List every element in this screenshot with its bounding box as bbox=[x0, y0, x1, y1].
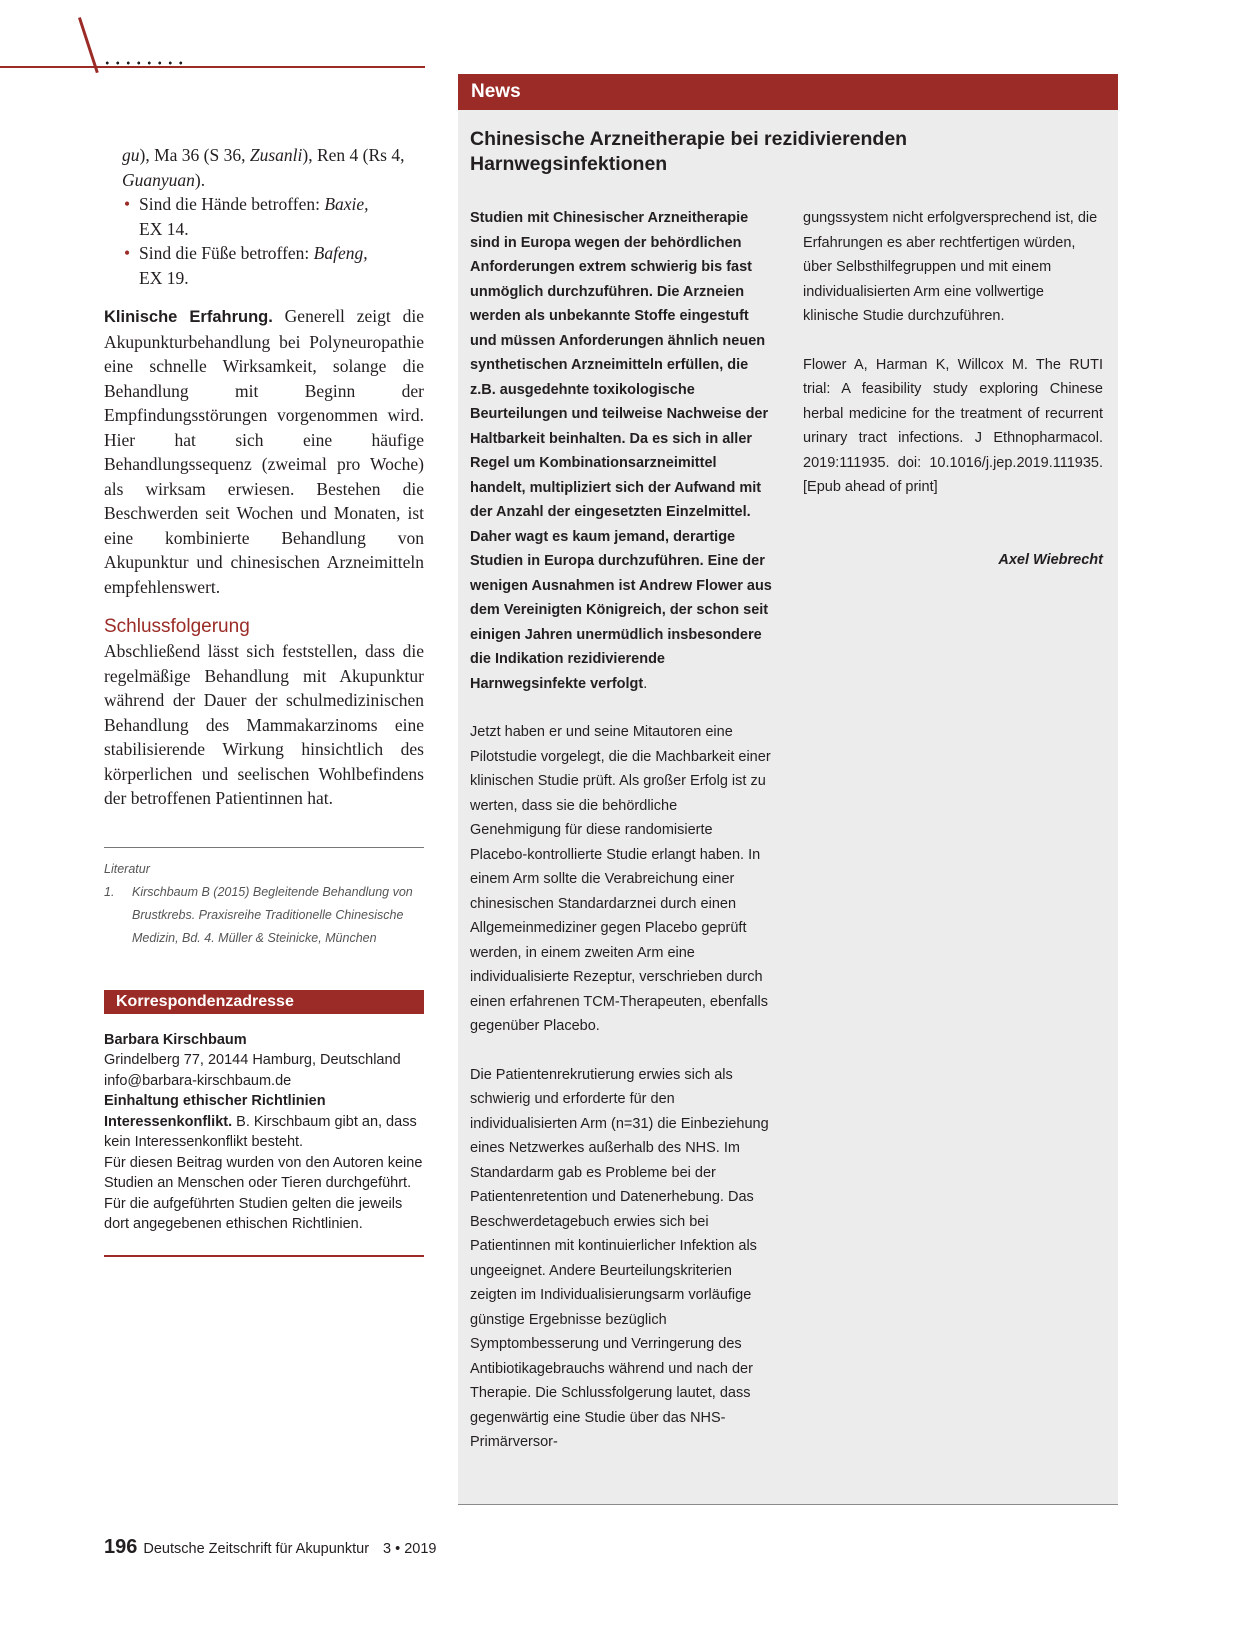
clinical-experience-label: Klinische Erfahrung. bbox=[104, 308, 273, 326]
news-paragraph-4: gungssystem nicht erfolgversprechend ist, die Erfahrungen es aber rechtfertigen würden, über Selbsthilfegruppen und mit einem individualisierten Arm eine vollwertige klinische Studie durchzuführen. bbox=[803, 210, 1098, 324]
news-intro-end: . bbox=[643, 675, 648, 692]
literature-item bbox=[104, 881, 424, 950]
point-name: Zusanli bbox=[249, 145, 303, 165]
conflict-label: Interessenkonflikt. bbox=[104, 1113, 233, 1130]
bullet-point-code: EX 19. bbox=[139, 267, 189, 288]
news-column-1 bbox=[470, 206, 772, 1455]
issue-label: 3 • 2019 bbox=[383, 1541, 437, 1557]
bullet-item-feet bbox=[104, 241, 424, 290]
page-footer bbox=[104, 1536, 437, 1559]
clinical-experience-text: Generell zeigt die Akupunkturbehandlung bei Polyneuropathie eine schnelle Wirksamkeit, solange die Behandlung mit Beginn der Empfindungsstörungen vorgenommen wird. Hier hat sich eine häufige Behandlungssequenz (zweimal pro Woche) als wirksam erwiesen. Bestehen die Beschwerden seit Wochen und Monaten, ist eine kombinierte Behandlung von Akupunktur und chinesischen Arzneimitteln empfehlenswert. bbox=[104, 306, 424, 597]
conclusion-heading: Schlussfolgerung bbox=[104, 616, 250, 637]
news-title: Chinesische Arzneitherapie bei rezidivierenden Harnwegsinfektionen bbox=[470, 128, 908, 175]
correspondence-block bbox=[104, 1030, 424, 1235]
bullet-point-name: Bafeng, bbox=[313, 243, 368, 263]
news-paragraph-2: Jetzt haben er und seine Mitautoren eine Pilotstudie vorgelegt, die die Machbarkeit einer klinischen Studie prüft. Als großer Erfolg ist zu werten, dass sie die behördliche Genehmigung für diese randomisierte Placebo-kontrollierte Studie erlangt haben. In einem Arm sollte die Verabreichung einer chinesischen Standardarznei durch einen Allgemeinmediziner gegen Placebo geprüft werden, in einem zweiten Arm eine individualisierte Rezeptur, verschrieben durch einen erfahrenen TCM-Therapeuten, ebenfalls gegenüber Placebo. bbox=[470, 724, 771, 1034]
news-heading-bar: News bbox=[458, 74, 1118, 110]
author-email: info@barbara-kirschbaum.de bbox=[104, 1072, 292, 1089]
correspondence-heading-bar: Korrespondenzadresse bbox=[104, 990, 424, 1014]
ethics-text: Für diesen Beitrag wurden von den Autoren keine Studien an Menschen oder Tieren durchgeführt. Für die aufgeführten Studien gelten die jeweils dort angegebenen ethischen Richtlinien. bbox=[104, 1154, 423, 1232]
news-column-2 bbox=[803, 206, 1103, 572]
point-list-continuation bbox=[104, 143, 424, 192]
author-name: Barbara Kirschbaum bbox=[104, 1031, 247, 1048]
point-text: ), Ren 4 (Rs 4, bbox=[302, 145, 405, 165]
header-rule bbox=[0, 66, 425, 68]
bullet-text: Sind die Hände betroffen: bbox=[139, 194, 325, 214]
bullet-text: Sind die Füße betroffen: bbox=[139, 243, 314, 263]
bullet-dot-icon: • bbox=[124, 243, 131, 263]
conclusion-text: Abschließend lässt sich feststellen, dass die regelmäßige Behandlung mit Akupunktur während der Dauer der schulmedizinischen Behandlung des Mammakarzinoms eine stabilisierende Wirkung hinsichtlich des körperlichen und seelischen Wohlbefindens der betroffenen Patientinnen hat. bbox=[104, 641, 424, 808]
literature-divider bbox=[104, 847, 424, 848]
point-name: Guanyuan bbox=[122, 169, 195, 190]
literature-number: 1. bbox=[104, 884, 115, 899]
news-intro bbox=[470, 206, 772, 696]
clinical-experience-paragraph bbox=[104, 304, 424, 599]
news-author: Axel Wiebrecht bbox=[998, 551, 1103, 568]
journal-name: Deutsche Zeitschrift für Akupunktur bbox=[143, 1541, 370, 1557]
literature-title: Literatur bbox=[104, 861, 150, 876]
literature-reference: Kirschbaum B (2015) Begleitende Behandlung von Brustkrebs. Praxisreihe Traditionelle Chinesische Medizin, Bd. 4. Müller & Steinicke, München bbox=[132, 884, 413, 945]
bullet-point-code: EX 14. bbox=[139, 218, 189, 239]
point-text: ), Ma 36 (S 36, bbox=[139, 145, 250, 165]
bullet-point-name: Baxie, bbox=[324, 194, 369, 214]
news-box bbox=[458, 74, 1118, 1505]
correspondence-bottom-rule bbox=[104, 1255, 424, 1257]
conflict-text: B. Kirschbaum gibt an, dass kein Interessenkonflikt besteht. bbox=[104, 1113, 417, 1150]
header-slash-ornament bbox=[78, 17, 99, 73]
page-number: 196 bbox=[104, 1536, 138, 1558]
news-intro-text: Studien mit Chinesischer Arzneitherapie sind in Europa wegen der behördlichen Anforderungen extrem schwierig bis fast unmöglich durchzuführen. Die Arzneien werden als unbekannte Stoffe eingestuft und müssen Anforderungen ähnlich neuen synthetischen Arzneimitteln erfüllen, die z.B. ausgedehnte toxikologische Beurteilungen und teilweise Nachweise der Haltbarkeit beinhalten. Da es sich in aller Regel um Kombinationsarzneimittel handelt, multipliziert sich der Aufwand mit der Anzahl der eingesetzten Einzelmittel. Daher wagt es kaum jemand, derartige Studien in Europa durchzuführen. Eine der wenigen Ausnahmen ist Andrew Flower aus dem Vereinigten Königreich, der schon seit einigen Jahren unermüdlich insbesondere die Indikation rezidivierende Harnwegsinfekte verfolgt bbox=[470, 210, 772, 692]
news-reference: Flower A, Harman K, Willcox M. The RUTI trial: A feasibility study exploring Chinese herbal medicine for the treatment of recurrent urinary tract infections. J Ethnopharmacol. 2019:111935. doi: 10.1016/j.jep.2019.111935. [Epub ahead of print] bbox=[803, 356, 1103, 495]
ethics-heading: Einhaltung ethischer Richtlinien bbox=[104, 1093, 326, 1109]
news-paragraph-3: Die Patientenrekrutierung erwies sich als schwierig und erforderte für den individualisierten Arm (n=31) die Einbeziehung eines Netzwerkes außerhalb des NHS. Im Standardarm gab es Probleme bei der Patientenretention und Datenerhebung. Das Beschwerdetagebuch erwies sich bei Patientinnen mit kontinuierlicher Infektion als ungeeignet. Andere Beurteilungskriterien zeigten im Individualisierungsarm vorläufige günstige Ergebnisse bezüglich Symptombesserung und Verringerung des Antibiotikagebrauchs während und nach der Therapie. Die Schlussfolgerung lautet, dass gegenwärtig eine Studie über das NHS-Primärversor- bbox=[470, 1066, 769, 1450]
point-name: gu bbox=[122, 145, 140, 165]
header-dotted-ornament bbox=[102, 60, 187, 66]
left-column bbox=[104, 143, 424, 1257]
bullet-dot-icon: • bbox=[124, 194, 131, 214]
bullet-item-hands bbox=[104, 192, 424, 241]
author-address: Grindelberg 77, 20144 Hamburg, Deutschland bbox=[104, 1052, 401, 1068]
point-text: ). bbox=[194, 169, 206, 190]
